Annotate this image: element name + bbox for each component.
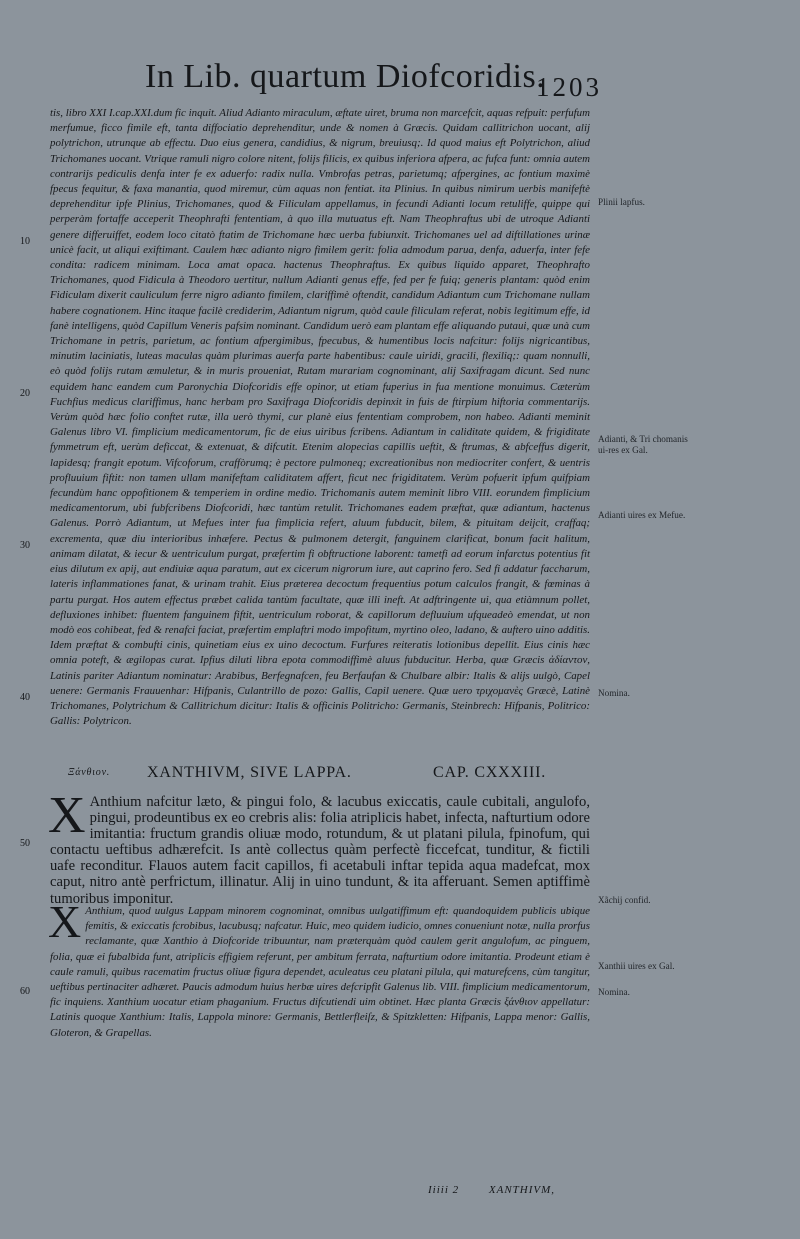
dioscorides-paragraph: Anthium nafcitur læto, & pingui folo, & lacubus exiccatis, caule cubitali, angulofo, pingui, prodeuntibus ex eo crebris alis: folia atriplicis habet, infecta, nafturtium odore imitantia: fructum grandis oliuæ modo, rotundum, & ut platani pilula, fpinofum, qui contactu ueftibus adhærefcit. Is antè collectus quàm perfectè ficcefcat, tunditur, & fictili uafe reconditur. Flauos autem facit capillos, fi acetabuli inftar tepida aqua madefcat, mox caput, nitro antè perfrictum, illinatur. Alij in uino tundunt, & ita afferuant. Semen aptiffimè tumoribus imponitur. (50, 794, 590, 907)
commentary-paragraph: tis, libro XXI I.cap.XXI.dum fic inquit. Aliud Adianto miraculum, æftate uiret, bruma non marcefcit, aquas refpuit: perfufum merfumue, ficco fimile eft, tanta diffociatio deprehenditur, unde & nomen à Græcis. Quidam callitrichon uocant, alij polytrichon, utrunque ab effectu. Duo eius genera, candidius, & nigrum, breuiusq;. Id quod maius eft Polytrichon, aliud Trichomanes uocant. Vtrique ramuli nigro colore nitent, folijs filicis, ex quibus inferiora afpera, ac fufca funt: omnia autem contrarijs pediculis denfa inter fe ex aduerfo: radix nulla. Vmbrofas petras, parietumq; afpergines, ac fontium maximè fpecus fequitur, & faxa manantia, quod miremur, cùm aquas non fentiat. ita Plinius. In quibus nimirum uerbis manifeftè deprehenditur ipfe Plinius, Trichomanes, quod & Filiculam appellamus, in fecundi Adianti locum retuliffe, quippe qui perperàm fortaffe acceperit Theophrafti fententiam, à quo illa mutuatus eft. Nam Theophraftus ubi de utroque Adianti genere differuiffet, eodem loco citatò ftatim de Trichomane hæc uerba fubiunxit. Trichomanes uel ad diftillationes urinæ unicè facit, ut aliqui exiftimant. Caulem hæc adianto nigro fimilem gerit: folia admodum parua, denfa, aduerfa, inter fefe condita: radicem minimam. Loca amat opaca. hactenus Theophraftus. Ex quibus liquido apparet, Theophrafto Trichomanes, quod Fidicula à Theodoro uertitur, nullum Adianti genus effe, fed per fe fuiq; generis plantam: quòd enim Fidiculam dixerit cauliculum ferre nigro adianto fimilem, clariffimè oftendit, candidum Adiantum cum Trichomane nullam habere cognationem. Hinc itaque facilè crediderim, Adiantum nigrum, quòd caule filiculam referat, nobis legitimum effe, id fanè intelligens, quòd Capillum Veneris pafsim nominant. Candidum uerò eam plantam effe aliquando putaui, quæ unà cum Trichomane in petris, parietum, ac fontium afpergimibus, fpecubus, & humentibus locis nafcitur: folijs nigricantibus, minutim laciniatis, luteas maculas quàm plurimas auerfa parte habentibus: caule uiridi, gracili, flexiliq;: quam nonnulli, eò quòd folijs rutam æmuletur, & in muris proueniat, Rutam murariam cognominant, alij Saxifragam dicunt. Sed nunc equidem hanc eandem cum Paronychia Diofcoridis effe opinor, ut etiam fuperius in fua mentione monuimus. Cæterùm Fuchfius medicus clariffimus, hanc herbam pro Saxifraga Diofcoridis depinxit in fuis de ftirpium hiftoria commentarijs. Verùm quòd hæc folio conftet rutæ, illa uerò thymi, cur planè eius fententiam comprobem, non habeo. Adianti meminit Galenus libro VI. fimplicium medicamentorum, fic de eius uiribus fcribens. Adiantum in caliditate quidem, & frigiditate fymmetrum eft, uerùm deficcat, & extenuat, & difcutit. Etenim alopecias capillis ueftit, & ftrumas, & abfceffus digerit, lapidesq; frangit epotum. Vifcoforum, craffòrumq; è pectore pulmoneq; excreationibus non mediocriter confert, & uentris profluuium fiftit: non tamen ullam manifeftam caliditatem affert, ficut nec frigiditatem. Verùm pofuerit ipfum quifpiam fecundùm hanc oppofitionem & temperiem in ordine medio. Trichomanis autem meminit libro VIII. eorundem fimplicium medicamentorum, ubi fubfcribens Diofcoridi, hæc tantùm retulit. Trichomanes eadem præftat, quæ adiantum, hactenus Galenus. Porrò Adiantum, ut Mefues inter fua fimplicia refert, aluum fubducit, bilem, & pituitam deijcit, craffaq; excrementa, quæ diu interioribus inhæfere. Pectus & pulmonem detergit, fanguinem clarificat, bonum facit halitum, animam dilatat, & iecur & uentriculum purgat, præfertim fi obftructione laborent: tametfi ad eorum infarctus potentius fit eius dilutum ex apij, aut endiuiæ aqua paratum, aut ex cicerum nigrorum iure, aut caprino fero. Sed fi addatur faccharum, lateris inflammationes fanat, & urinam trahit. Eius præterea decoctum frequentius potum calculos frangit, & fœminas à partu purgat. Hos autem effectus præbet calida tantùm facultate, quæ illi ineft. At adftringente ui, qua etiàmnum pollet, defluxiones inhibet: fluentem fanguinem fiftit, uentriculum roborat, & capillorum defluuium ufqueadeò emendat, ut non modò eos cohibeat, fed & renafci faciat, præfertim emplaftri modo impofitum, myrtino oleo, ladano, & auftero uino additis. Idem præftat & combufti cinis, quinetiam eius ex uino decoctum. Furfures reiteratis lotionibus depellit. Eius cinis hæc omnia poteft, & ægilopas curat. Ipfius diluti libra epota commodiffimè aluus fubducitur. Herba, quæ Græcis ἀδίαντον, Latinis pariter Adiantum nominatur: Arabibus, Berfegnafcen, feu Berfaufan & Chulbare albir: Italis & alijs uulgò, Capel uenere: Germanis Frauuenhar: Hifpanis, Culantrillo de pozo: Gallis, Capil uenere. Quæ uero τριχομανὲς Græcè, Latinè Trichomanes, Polytrichum & Callitrichum dicitur: Italis & officinis Politricho: Germanis, Steinbrech: Hifpanis, Politrico: Gallis: Polytricon. (50, 107, 590, 728)
commentary-adiantum (50, 106, 590, 729)
signature-mark: Iiiii 2 (428, 1184, 460, 1196)
margin-note: Adianti uires ex Mefue. (598, 510, 686, 520)
line-number: 30 (20, 540, 30, 551)
chapter-greek-name: Ξάνθιον. (68, 767, 111, 778)
page-footer (428, 1184, 628, 1196)
line-number: 50 (20, 838, 30, 849)
drop-cap: X (48, 896, 82, 947)
margin-note: Plinii lapfus. (598, 197, 645, 207)
chapter-heading (50, 764, 590, 786)
margin-note: Xãchij confid. (598, 895, 651, 905)
chapter-title: XANTHIVM, SIVE LAPPA. (147, 764, 352, 781)
margin-note: Nomina. (598, 987, 630, 997)
margin-note: Xanthii uires ex Gal. (598, 961, 675, 971)
margin-note: Adianti, & Tri chomanis ui-res ex Gal. (598, 434, 688, 455)
commentary-xanthium (48, 896, 590, 1041)
line-number: 40 (20, 692, 30, 703)
drop-cap: X (48, 787, 86, 844)
running-header: In Lib. quartum Diofcoridis. (145, 58, 546, 95)
commentary-paragraph: Anthium, quod uulgus Lappam minorem cognominat, omnibus uulgatiffimum eft: quandoquidem publicis ubique femitis, & exiccatis fcrobibus, lacubusq; nafcatur. Huic, meo quidem iudicio, omnes conueniunt notæ, nulla prorfus reclamante, quæ Xanthio à Diofcoride tribuuntur, nam præterquàm quòd caulem gerit angulofum, ac pinguem, folia, quæ ei fubalbida funt, atriplicis effigiem referunt, per ambitum ferrata, nafturtium odore imitantia. Prodeunt etiam è caule ramuli, quibus racematim fructus oliuæ figura dependet, aculeatus ceu platani pilula, qui maturefcens, cùm tangitur, ueftibus pertinaciter adhæret. Paucis admodum huius herbæ uires defcripfit Galenus lib. VIII. fimplicium medicamentorum, fic inquiens. Xanthium uocatur etiam phaganium. Fructus difcutiendi uim obtinet. Hæc planta Græcis ξάνθιον appellatur: Latinis quoque Xanthium: Italis, Lappola minore: Germanis, Bettlerfleiſz, & Spitzkletten: Hifpanis, Lappa menor: Gallis, Gloteron, & Grapellas. (50, 905, 590, 1039)
catchword: XANTHIVM, (488, 1184, 556, 1196)
line-number: 20 (20, 388, 30, 399)
page-number: 1203 (536, 72, 602, 102)
line-number: 10 (20, 236, 30, 247)
line-number: 60 (20, 986, 30, 997)
chapter-number: CAP. CXXXIII. (433, 764, 547, 781)
margin-note: Nomina. (598, 688, 630, 698)
dioscorides-text (48, 787, 590, 907)
